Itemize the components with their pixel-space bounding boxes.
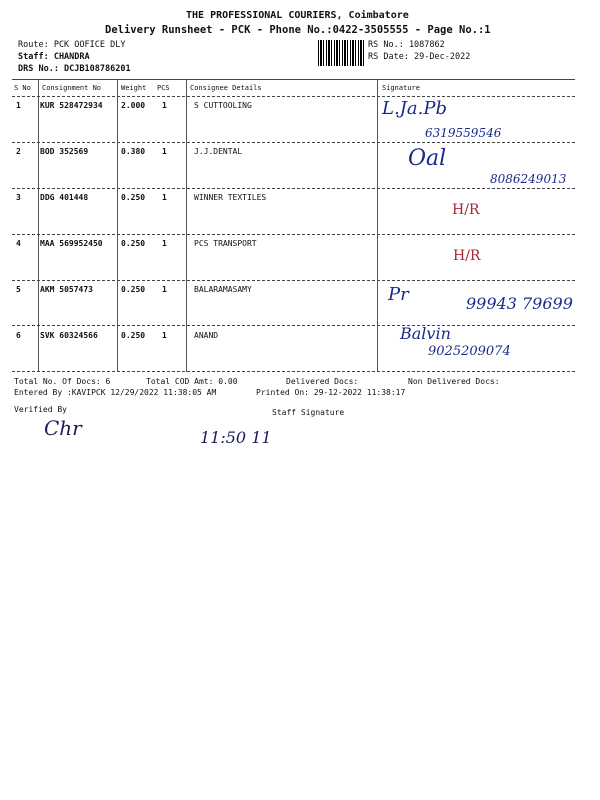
rs-number: RS No.: 1087862 [368,40,445,50]
column-divider [377,80,378,372]
handwritten-phone: 8086249013 [490,172,567,186]
row-divider [12,188,575,189]
staff-label: Staff: CHANDRA [18,52,90,62]
cell-sno: 3 [16,193,21,202]
cell-consignment: SVK 60324566 [40,331,98,340]
table-top-rule [12,79,575,80]
cell-pcs: 1 [162,239,167,248]
verified-by-label: Verified By [14,405,67,414]
cell-consignment: MAA 569952450 [40,239,103,248]
col-header-signature: Signature [382,84,420,92]
barcode-image [318,40,364,66]
column-divider [117,80,118,372]
cell-sno: 2 [16,147,21,156]
col-header-weight: Weight [121,84,147,92]
cell-weight: 0.250 [121,285,146,294]
handwritten-hr-mark: H/R [452,202,480,218]
cell-weight: 0.380 [121,147,146,156]
non-delivered-docs: Non Delivered Docs: [408,377,500,386]
cell-consignee: J.J.DENTAL [194,147,243,156]
col-header-sno: S No [14,84,31,92]
cell-sno: 6 [16,331,21,340]
entered-by: Entered By :KAVIPCK 12/29/2022 11:38:05 AM [14,388,217,397]
handwritten-signature: Oal [408,146,447,171]
drs-number: DRS No.: DCJB108786201 [18,64,131,74]
runsheet-title: Delivery Runsheet - PCK - Phone No.:0422-3505555 - Page No.:1 [105,24,491,36]
cell-weight: 0.250 [121,239,146,248]
rs-date: RS Date: 29-Dec-2022 [368,52,471,62]
row-divider [12,234,575,235]
company-title: THE PROFESSIONAL COURIERS, Coimbatore [186,10,409,21]
cell-sno: 1 [16,101,21,110]
cell-weight: 2.000 [121,101,146,110]
verified-signature: Chr [44,416,82,440]
cell-consignment: KUR 528472934 [40,101,103,110]
cell-sno: 5 [16,285,21,294]
cell-consignee: WINNER TEXTILES [194,193,267,202]
row-divider [12,325,575,326]
handwritten-signature: Pr [388,284,409,305]
handwritten-phone: 9025209074 [428,344,511,359]
cell-consignment: BOD 352569 [40,147,89,156]
cell-weight: 0.250 [121,193,146,202]
row-divider [12,96,575,97]
row-divider [12,142,575,143]
route-label: Route: PCK OOFICE DLY [18,40,126,50]
staff-signature-label: Staff Signature [272,408,345,417]
cell-consignment: AKM 5057473 [40,285,93,294]
cell-pcs: 1 [162,285,167,294]
handwritten-hr-mark: H/R [453,248,481,264]
handwritten-phone: 6319559546 [425,126,502,140]
cell-pcs: 1 [162,331,167,340]
handwritten-phone: 99943 79699 [466,294,573,313]
row-divider [12,280,575,281]
handwritten-signature: Balvin [400,324,451,343]
total-docs: Total No. Of Docs: 6 [14,377,111,386]
cell-consignee: ANAND [194,331,219,340]
cell-pcs: 1 [162,101,167,110]
column-divider [38,80,39,372]
col-header-consignment: Consignment No [42,84,102,92]
cell-weight: 0.250 [121,331,146,340]
cell-sno: 4 [16,239,21,248]
delivered-docs: Delivered Docs: [286,377,359,386]
col-header-consignee: Consignee Details [190,84,262,92]
table-bottom-rule [12,371,575,372]
total-cod: Total COD Amt: 0.00 [146,377,238,386]
column-divider [186,80,187,372]
printed-on: Printed On: 29-12-2022 11:38:17 [256,388,406,397]
cell-pcs: 1 [162,193,167,202]
cell-consignee: S CUTTOOLING [194,101,252,110]
col-header-pcs: PCS [157,84,170,92]
cell-consignee: BALARAMASAMY [194,285,252,294]
cell-consignee: PCS TRANSPORT [194,239,257,248]
cell-consignment: DDG 401448 [40,193,89,202]
handwritten-signature: L.Ja.Pb [382,98,447,119]
cell-pcs: 1 [162,147,167,156]
staff-signature: 11:50 11 [200,428,272,447]
